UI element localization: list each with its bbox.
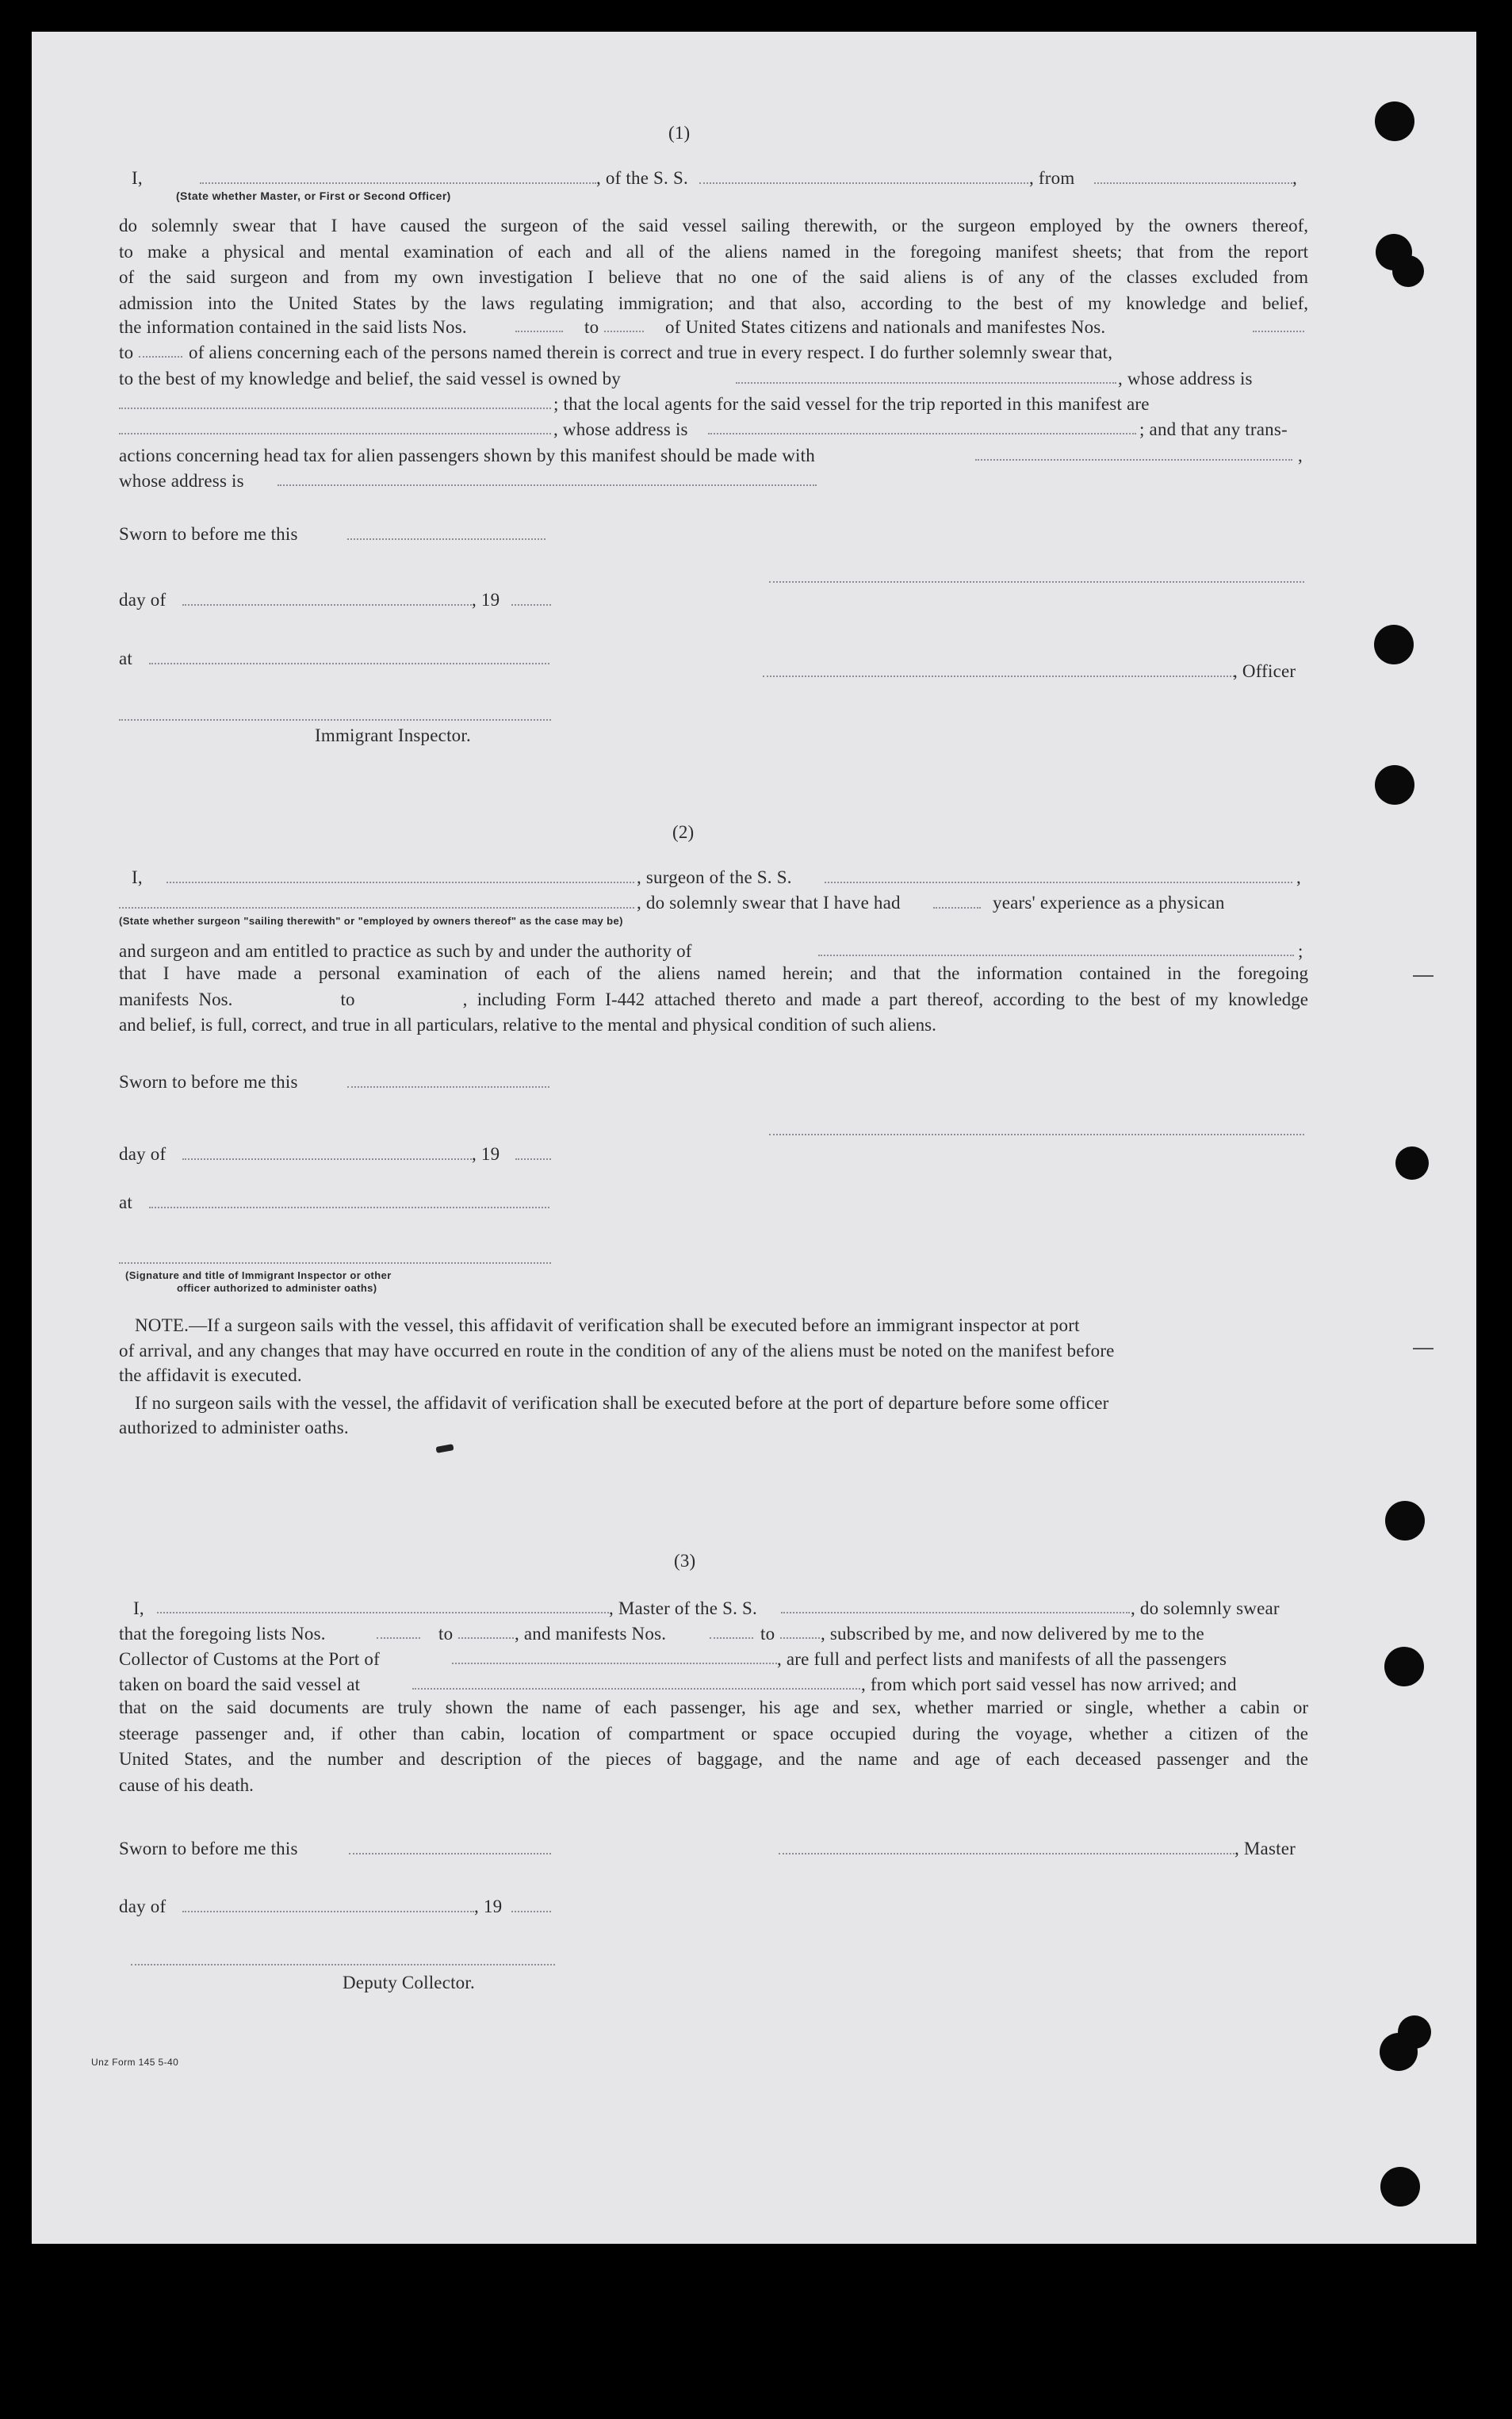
officer-signature-top-field[interactable] — [769, 581, 1304, 583]
punch-hole — [1375, 101, 1414, 141]
day-of-label: day of — [119, 1144, 167, 1164]
officer-name-field[interactable] — [200, 182, 596, 184]
ink-mark — [435, 1444, 454, 1453]
whose-address-label: , whose address is — [1118, 369, 1253, 388]
whose-address-label: , whose address is — [553, 419, 688, 439]
whose-address-label: whose address is — [119, 471, 244, 491]
punch-hole — [1375, 765, 1414, 805]
years-experience-label: years' experience as a physican — [993, 893, 1225, 913]
at-label: at — [119, 1192, 132, 1212]
manifests-label: , and manifests Nos. — [515, 1624, 667, 1644]
taken-on-board-label: taken on board the said vessel at — [119, 1675, 361, 1694]
body-line: that on the said documents are truly shown the name of each passenger, his age and sex, whether married or single, whether a cabin or — [119, 1698, 1308, 1717]
comma: , — [1298, 446, 1303, 465]
manifests-from-field[interactable] — [710, 1637, 753, 1639]
manifests-from-field[interactable] — [1253, 331, 1304, 332]
swear-label: , do solemnly swear that I have had — [637, 893, 901, 913]
body-line: admission into the United States by the laws regulating immigration; and that also, according to the best of my knowledge and belief, — [119, 293, 1308, 313]
actions-label: actions concerning head tax for alien passengers shown by this manifest should be made with — [119, 446, 815, 465]
sworn-label: Sworn to before me this — [119, 1839, 298, 1858]
immigrant-inspector-label: Immigrant Inspector. — [315, 725, 471, 745]
head-tax-party-field[interactable] — [975, 459, 1292, 461]
year-label: , 19 — [472, 1144, 500, 1164]
signature-hint: officer authorized to administer oaths) — [177, 1282, 377, 1294]
comma: , — [1292, 168, 1297, 188]
body-line: do solemnly swear that I have caused the surgeon of the said vessel sailing therewith, or the surgeon employed by the owners thereof, — [119, 216, 1308, 235]
signature-hint: (Signature and title of Immigrant Inspector or other — [125, 1269, 392, 1281]
lists-label: that the foregoing lists Nos. — [119, 1624, 326, 1644]
manifests-label: of United States citizens and nationals and manifestes Nos. — [665, 317, 1106, 337]
punch-hole — [1395, 1146, 1429, 1180]
surgeon-hint: (State whether surgeon "sailing therewith" or "employed by owners thereof" as the case may be) — [119, 915, 623, 927]
section-3-heading: (3) — [674, 1551, 696, 1571]
month-field[interactable] — [182, 1911, 474, 1912]
lists-to-field[interactable] — [604, 331, 644, 332]
semicolon: ; — [1298, 941, 1303, 961]
declarant-label: I, — [133, 1598, 144, 1618]
arrived-label: , from which port said vessel has now arrived; and — [861, 1675, 1237, 1694]
form-number: Unz Form 145 5-40 — [91, 2057, 179, 2068]
body-line: United States, and the number and description of the pieces of baggage, and the name and age of each deceased passenger and the — [119, 1749, 1308, 1769]
day-of-label: day of — [119, 590, 167, 610]
port-field[interactable] — [452, 1663, 777, 1664]
body-line: manifests Nos. to , including Form I-442 attached thereto and made a part thereof, according to the best of my knowledge — [119, 989, 1308, 1009]
year-field[interactable] — [515, 1158, 551, 1160]
officer-signature-field[interactable] — [763, 676, 1234, 677]
manifests-to-field[interactable] — [139, 356, 182, 358]
punch-hole — [1392, 255, 1424, 287]
vessel-name-field[interactable] — [781, 1612, 1130, 1613]
punch-hole — [1384, 1647, 1424, 1686]
note-line: If no surgeon sails with the vessel, the affidavit of verification shall be executed before at the port of departure before some officer — [135, 1393, 1109, 1413]
inspector-signature-field[interactable] — [119, 1262, 551, 1264]
subscribed-label: , subscribed by me, and now delivered by me to the — [821, 1624, 1204, 1644]
day-of-label: day of — [119, 1897, 167, 1916]
agents-field[interactable] — [119, 433, 551, 434]
year-field[interactable] — [511, 604, 551, 606]
officer-hint: (State whether Master, or First or Second Officer) — [176, 189, 451, 202]
to-label: to — [760, 1624, 775, 1644]
master-signature-field[interactable] — [779, 1853, 1234, 1854]
body-line: of the said surgeon and from my own investigation I believe that no one of the said aliens is of any of the classes excluded from — [119, 267, 1308, 287]
head-tax-address-field[interactable] — [278, 484, 817, 486]
section-2-body — [119, 961, 1308, 1039]
note-line: authorized to administer oaths. — [119, 1418, 349, 1437]
master-name-field[interactable] — [157, 1612, 609, 1613]
edge-mark — [1413, 975, 1434, 977]
form-page — [32, 32, 1476, 2244]
month-field[interactable] — [182, 1158, 472, 1160]
body-line: steerage passenger and, if other than cabin, location of compartment or space occupied during the voyage, whether a citizen of the — [119, 1723, 1308, 1743]
to-label: to — [438, 1624, 454, 1644]
manifests-to-field[interactable] — [780, 1637, 820, 1639]
collector-label: Collector of Customs at the Port of — [119, 1649, 380, 1669]
to-label: to — [584, 317, 599, 337]
sworn-day-field[interactable] — [349, 1853, 551, 1854]
note-line: NOTE.—If a surgeon sails with the vessel, this affidavit of verification shall be executed before an immigrant inspector at port — [135, 1315, 1080, 1335]
sworn-label: Sworn to before me this — [119, 1072, 298, 1092]
master-label: , Master — [1234, 1839, 1296, 1858]
authority-field[interactable] — [818, 955, 1294, 956]
section-1-body — [119, 213, 1308, 316]
lists-full-label: , are full and perfect lists and manifests of all the passengers — [777, 1649, 1227, 1669]
surgeon-of-label: , surgeon of the S. S. — [637, 867, 792, 887]
body-line: to make a physical and mental examination of each and all of the aliens named in the foregoing manifest sheets; that from the report — [119, 241, 1308, 262]
body-line: cause of his death. — [119, 1774, 254, 1795]
sworn-label: Sworn to before me this — [119, 524, 298, 544]
owner-address-field[interactable] — [119, 408, 551, 409]
at-label: at — [119, 649, 132, 668]
years-field[interactable] — [933, 907, 981, 909]
note-line: of arrival, and any changes that may have occurred en route in the condition of any of the aliens must be noted on the manifest before — [119, 1341, 1115, 1361]
of-ss-label: , of the S. S. — [596, 168, 688, 188]
aliens-text: of aliens concerning each of the persons named therein is correct and true in every respect. I do further solemnly swear that, — [189, 343, 1113, 362]
deputy-signature-field[interactable] — [131, 1964, 555, 1965]
body-line: and belief, is full, correct, and true in all particulars, relative to the mental and physical condition of such aliens. — [119, 1015, 936, 1035]
section-1-heading: (1) — [668, 123, 691, 143]
comma: , — [1296, 867, 1301, 887]
to-label: to — [119, 343, 134, 362]
place-field[interactable] — [149, 1207, 549, 1208]
from-label: , from — [1029, 168, 1075, 188]
punch-hole — [1380, 2033, 1418, 2071]
punch-hole — [1374, 625, 1414, 664]
lists-from-field[interactable] — [377, 1637, 420, 1639]
lists-to-field[interactable] — [458, 1637, 514, 1639]
deputy-collector-label: Deputy Collector. — [343, 1973, 475, 1992]
master-of-label: , Master of the S. S. — [609, 1598, 757, 1618]
lists-from-field[interactable] — [515, 331, 563, 332]
agents-address-field[interactable] — [708, 433, 1136, 434]
inspector-signature-field[interactable] — [119, 719, 551, 721]
officer-label: , Officer — [1233, 661, 1296, 681]
info-lists-label: the information contained in the said lists Nos. — [119, 317, 467, 337]
local-agents-label: ; that the local agents for the said vessel for the trip reported in this manifest are — [553, 394, 1150, 414]
month-field[interactable] — [182, 604, 472, 606]
year-label: , 19 — [474, 1897, 503, 1916]
declarant-label: I, — [132, 168, 143, 188]
owner-field[interactable] — [736, 382, 1116, 384]
section-3-body — [119, 1695, 1308, 1798]
authority-label: and surgeon and am entitled to practice as such by and under the authority of — [119, 941, 692, 961]
surgeon-status-field[interactable] — [119, 907, 634, 909]
body-line: that I have made a personal examination of each of the aliens named herein; and that the information contained in the foregoing — [119, 963, 1308, 983]
swear-label: , do solemnly swear — [1131, 1598, 1280, 1618]
surgeon-name-field[interactable] — [167, 882, 634, 883]
sworn-day-field[interactable] — [347, 538, 545, 540]
vessel-name-field[interactable] — [699, 182, 1028, 184]
any-trans-label: ; and that any trans- — [1139, 419, 1288, 439]
section-2-heading: (2) — [672, 822, 695, 842]
surgeon-signature-field[interactable] — [769, 1134, 1304, 1135]
punch-hole — [1380, 2167, 1420, 2207]
declarant-label: I, — [132, 867, 143, 887]
departure-port-field[interactable] — [412, 1688, 860, 1690]
from-port-field[interactable] — [1094, 182, 1292, 184]
sworn-day-field[interactable] — [347, 1086, 549, 1088]
edge-mark — [1413, 1348, 1434, 1349]
place-field[interactable] — [149, 663, 549, 664]
vessel-name-field[interactable] — [825, 882, 1292, 883]
owned-by-label: to the best of my knowledge and belief, the said vessel is owned by — [119, 369, 621, 388]
punch-hole — [1385, 1501, 1425, 1541]
note-line: the affidavit is executed. — [119, 1365, 302, 1385]
year-field[interactable] — [511, 1911, 551, 1912]
year-label: , 19 — [472, 590, 500, 610]
